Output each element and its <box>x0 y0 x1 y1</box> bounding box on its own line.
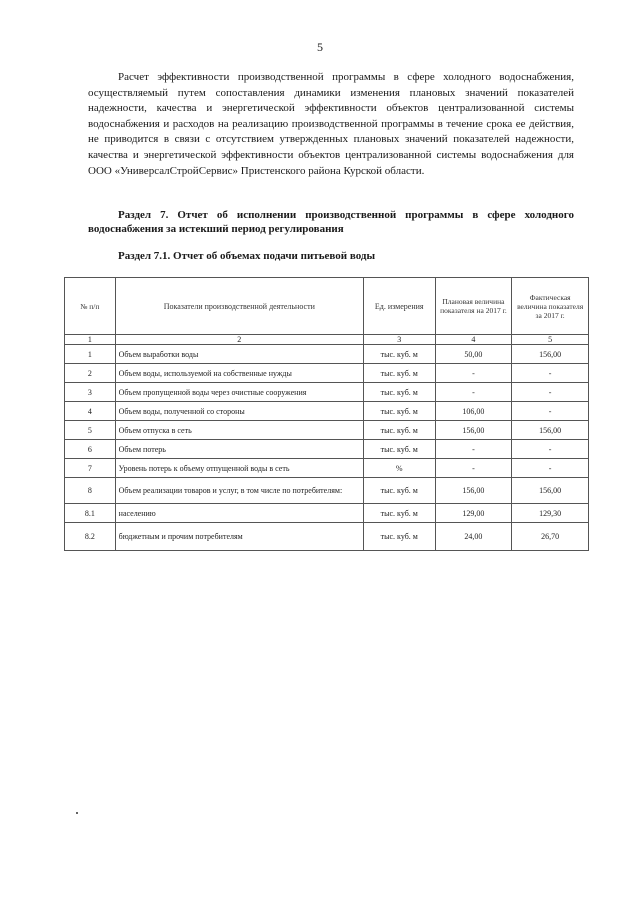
row-unit: % <box>363 459 435 478</box>
row-num: 1 <box>65 345 116 364</box>
table-row <box>65 364 589 383</box>
table-row <box>65 383 589 402</box>
row-fact-value: - <box>512 459 589 478</box>
column-index-row <box>65 335 589 345</box>
row-fact-value: 26,70 <box>512 523 589 551</box>
row-indicator: Объем отпуска в сеть <box>115 421 363 440</box>
row-num: 7 <box>65 459 116 478</box>
row-fact-value: 156,00 <box>512 478 589 504</box>
row-plan-value: - <box>435 440 512 459</box>
row-num: 5 <box>65 421 116 440</box>
row-unit: тыс. куб. м <box>363 504 435 523</box>
row-fact-value: - <box>512 402 589 421</box>
row-indicator: Объем потерь <box>115 440 363 459</box>
row-plan-value: 106,00 <box>435 402 512 421</box>
row-plan-value: 129,00 <box>435 504 512 523</box>
row-unit: тыс. куб. м <box>363 523 435 551</box>
header-num: № п/п <box>65 278 116 335</box>
row-indicator: Объем пропущенной воды через очистные сооружения <box>115 383 363 402</box>
subsection-heading: Раздел 7.1. Отчет об объемах подачи питьевой воды <box>118 250 376 262</box>
row-fact-value: 156,00 <box>512 421 589 440</box>
row-num: 8.1 <box>65 504 116 523</box>
row-plan-value: 156,00 <box>435 421 512 440</box>
row-indicator: населению <box>115 504 363 523</box>
row-plan-value: - <box>435 459 512 478</box>
row-unit: тыс. куб. м <box>363 402 435 421</box>
row-unit: тыс. куб. м <box>363 478 435 504</box>
row-unit: тыс. куб. м <box>363 364 435 383</box>
table-row <box>65 478 589 504</box>
table-row <box>65 402 589 421</box>
row-plan-value: 50,00 <box>435 345 512 364</box>
row-fact-value: - <box>512 440 589 459</box>
table-row <box>65 504 589 523</box>
row-plan-value: - <box>435 364 512 383</box>
row-plan-value: 24,00 <box>435 523 512 551</box>
table-header-row <box>65 278 589 335</box>
table-row <box>65 459 589 478</box>
row-indicator: Объем воды, используемой на собственные нужды <box>115 364 363 383</box>
row-num: 4 <box>65 402 116 421</box>
column-index: 5 <box>512 335 589 345</box>
row-unit: тыс. куб. м <box>363 345 435 364</box>
row-unit: тыс. куб. м <box>363 383 435 402</box>
row-fact-value: - <box>512 364 589 383</box>
water-supply-report-table <box>64 277 589 551</box>
row-fact-value: 129,30 <box>512 504 589 523</box>
row-num: 6 <box>65 440 116 459</box>
page-number: 5 <box>317 40 323 54</box>
row-unit: тыс. куб. м <box>363 440 435 459</box>
row-num: 8 <box>65 478 116 504</box>
table-row <box>65 440 589 459</box>
row-indicator: Объем воды, полученной со стороны <box>115 402 363 421</box>
row-fact-value: 156,00 <box>512 345 589 364</box>
table-row <box>65 421 589 440</box>
row-indicator: Уровень потерь к объему отпущенной воды в сеть <box>115 459 363 478</box>
row-num: 3 <box>65 383 116 402</box>
row-indicator: бюджетным и прочим потребителям <box>115 523 363 551</box>
row-indicator: Объем реализации товаров и услуг, в том числе по потребителям: <box>115 478 363 504</box>
column-index: 3 <box>363 335 435 345</box>
row-unit: тыс. куб. м <box>363 421 435 440</box>
section-heading: Раздел 7. Отчет об исполнении производственной программы в сфере холодного водоснабжения за истекший период регулирования <box>88 209 574 235</box>
header-plan: Плановая величина показателя на 2017 г. <box>435 278 512 335</box>
row-indicator: Объем выработки воды <box>115 345 363 364</box>
header-indicator: Показатели производственной деятельности <box>115 278 363 335</box>
intro-paragraph: Расчет эффективности производственной программы в сфере холодного водоснабжения, осуществляемый путем сопоставления динамики изменения плановых значений показателей надежности, качества и энергетической эффективности объектов централизованной системы водоснабжения и расходов на реализацию производственной программы в течение срока ее действия, не приводится в связи с отсутствием утвержденных плановых значений показателей надежности, качества и энергетической эффективности объектов централизованной системы водоснабжения для ООО «УниверсалСтройСервис» Пристенского района Курской области. <box>88 71 574 177</box>
column-index: 1 <box>65 335 116 345</box>
column-index: 4 <box>435 335 512 345</box>
row-num: 8.2 <box>65 523 116 551</box>
row-num: 2 <box>65 364 116 383</box>
row-plan-value: - <box>435 383 512 402</box>
row-fact-value: - <box>512 383 589 402</box>
column-index: 2 <box>115 335 363 345</box>
table-row <box>65 345 589 364</box>
row-plan-value: 156,00 <box>435 478 512 504</box>
header-fact: Фактическая величина показателя за 2017 г. <box>512 278 589 335</box>
table-row <box>65 523 589 551</box>
scan-speck <box>76 812 78 814</box>
header-unit: Ед. измерения <box>363 278 435 335</box>
